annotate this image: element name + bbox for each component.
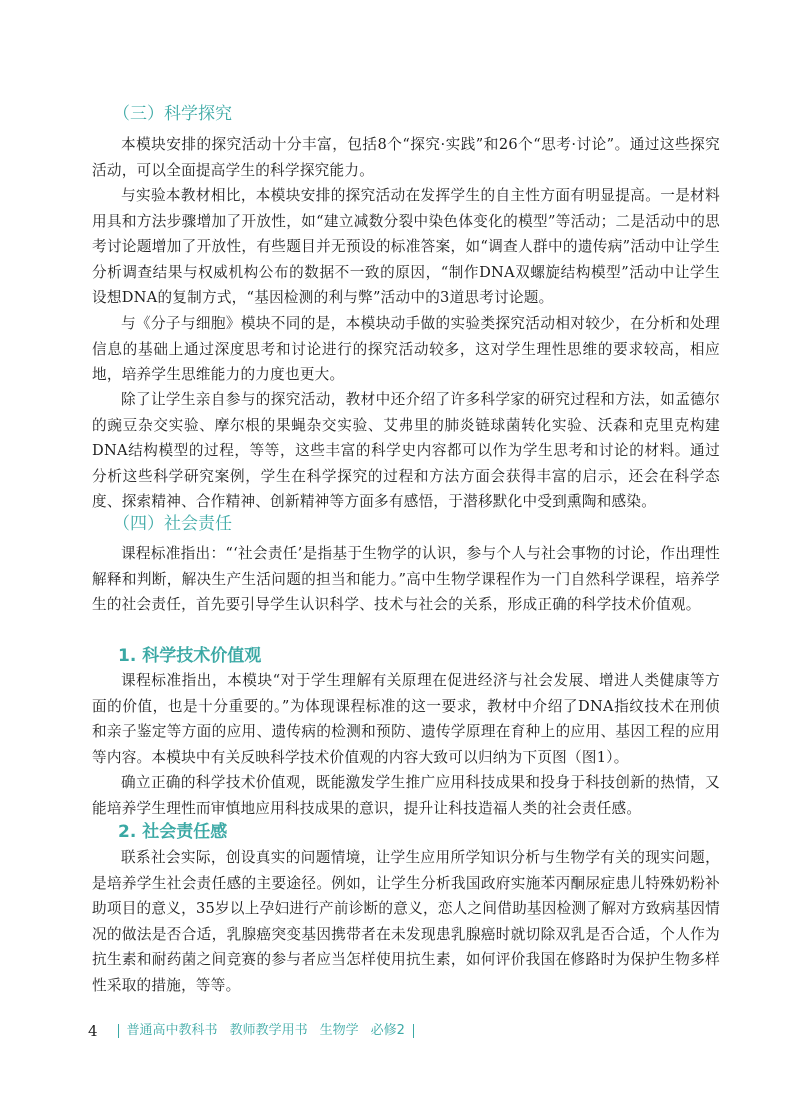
section-heading-science-inquiry: （三）科学探究 (113, 104, 232, 124)
page-number: 4 (88, 1022, 98, 1040)
footer-divider (118, 1024, 119, 1038)
footer-subject: 生物学 (319, 1023, 359, 1038)
paragraph: 除了让学生亲自参与的探究活动，教材中还介绍了许多科学家的研究过程和方法，如孟德尔的豌豆杂交实验、摩尔根的果蝇杂交实验、艾弗里的肺炎链球菌转化实验、沃森和克里克构建DNA结构模型的过程，等等，这些丰富的科学史内容都可以作为学生思考和讨论的材料。通过分析这些科学研究案例，学生在科学探究的过程和方法方面会获得丰富的启示，还会在科学态度、探索精神、合作精神、创新精神等方面多有感悟，于潜移默化中受到熏陶和感染。 (92, 391, 720, 510)
section-heading-social-responsibility: （四）社会责任 (113, 514, 232, 534)
subsection-heading-values: 1. 科学技术价值观 (118, 646, 262, 666)
footer-book: 教师教学用书 (229, 1023, 308, 1038)
subsection-heading-responsibility: 2. 社会责任感 (118, 822, 228, 842)
paragraph: 课程标准指出：“‘社会责任’是指基于生物学的认识，参与个人与社会事物的讨论，作出理性解释和判断，解决生产生活问题的担当和能力。”高中生物学课程作为一门自然科学课程，培养学生的社会责任，首先要引导学生认识科学、技术与社会的关系，形成正确的科学技术价值观。 (92, 545, 720, 613)
paragraph: 联系社会实际，创设真实的问题情境，让学生应用所学知识分析与生物学有关的现实问题，是培养学生社会责任感的主要途径。例如，让学生分析我国政府实施苯丙酮尿症患儿特殊奶粉补助项目的意义，35岁以上孕妇进行产前诊断的意义，恋人之间借助基因检测了解对方致病基因情况的做法是否合适，乳腺癌突变基因携带者在未发现患乳腺癌时就切除双乳是否合适，个人作为抗生素和耐药菌之间竞赛的参与者应当怎样使用抗生素，如何评价我国在修路时为保护生物多样性采取的措施，等等。 (92, 849, 720, 994)
footer-series: 普通高中教科书 (126, 1023, 218, 1038)
paragraph: 本模块安排的探究活动十分丰富，包括8个“探究·实践”和26个“思考·讨论”。通过这些探究活动，可以全面提高学生的科学探究能力。 (92, 136, 720, 179)
paragraph: 与实验本教材相比，本模块安排的探究活动在发挥学生的自主性方面有明显提高。一是材料用具和方法步骤增加了开放性，如“建立减数分裂中染色体变化的模型”等活动；二是活动中的思考讨论题增加了开放性，有些题目并无预设的标准答案，如“调查人群中的遗传病”活动中让学生分析调查结果与权威机构公布的数据不一致的原因，“制作DNA双螺旋结构模型”活动中让学生设想DNA的复制方式，“基因检测的利与弊”活动中的3道思考讨论题。 (92, 187, 720, 306)
paragraph: 课程标准指出，本模块“对于学生理解有关原理在促进经济与社会发展、增进人类健康等方面的价值，也是十分重要的。”为体现课程标准的这一要求，教材中介绍了DNA指纹技术在刑侦和亲子鉴定等方面的应用、遗传病的检测和预防、遗传学原理在育种上的应用、基因工程的应用等内容。本模块中有关反映科学技术价值观的内容大致可以归纳为下页图（图1）。 (92, 672, 720, 766)
paragraph: 确立正确的科学技术价值观，既能激发学生推广应用科技成果和投身于科技创新的热情，又能培养学生理性而审慎地应用科技成果的意识，提升让科技造福人类的社会责任感。 (92, 774, 720, 817)
page-footer (88, 1022, 422, 1040)
footer-divider (413, 1024, 414, 1038)
footer-volume: 必修2 (370, 1023, 405, 1038)
paragraph: 与《分子与细胞》模块不同的是，本模块动手做的实验类探究活动相对较少，在分析和处理信息的基础上通过深度思考和讨论进行的探究活动较多，这对学生理性思维的要求较高，相应地，培养学生思维能力的力度也更大。 (92, 315, 720, 383)
